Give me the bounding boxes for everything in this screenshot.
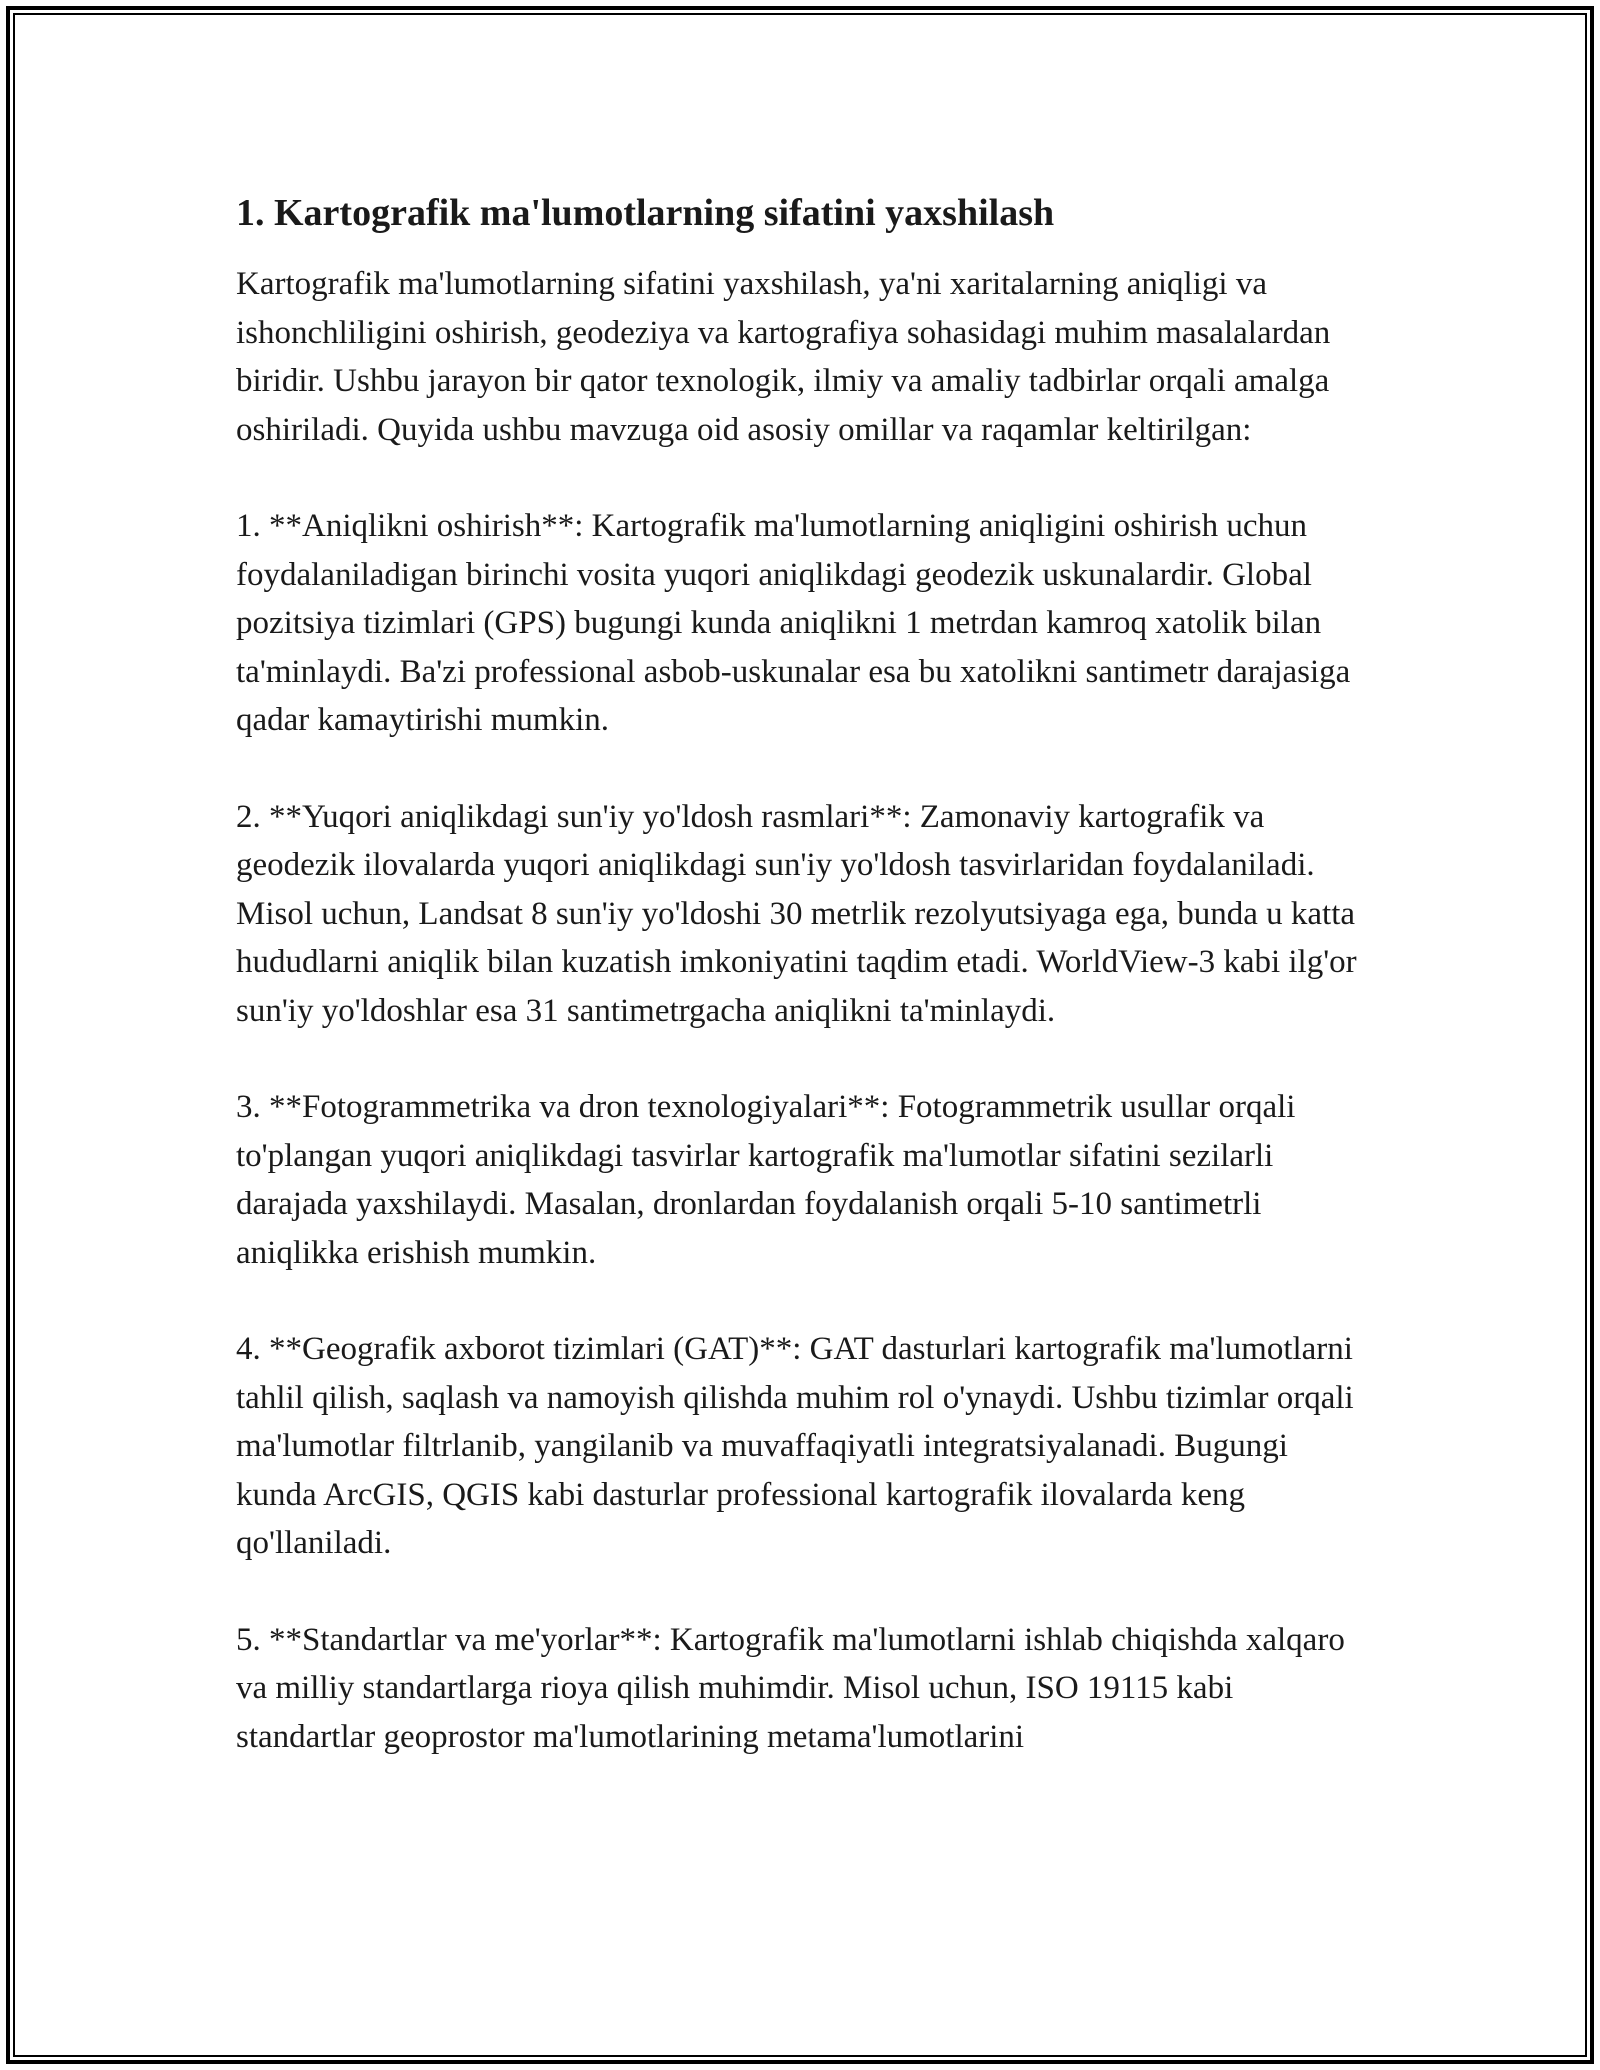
document-title: 1. Kartografik ma'lumotlarning sifatini yaxshilash [236, 192, 1055, 234]
list-item-standards: 5. **Standartlar va me'yorlar**: Kartografik ma'lumotlarni ishlab chiqishda xalqaro va milliy standartlarga rioya qilish muhimdir. Misol uchun, ISO 19115 kabi standartlar geoprostor ma'lumotlarining metama'lumotlarini [236, 1621, 1345, 1755]
document-body [236, 188, 1366, 1809]
list-item-satellite-imagery: 2. **Yuqori aniqlikdagi sun'iy yo'ldosh rasmlari**: Zamonaviy kartografik va geodezik ilovalarda yuqori aniqlikdagi sun'iy yo'ldosh tasvirlaridan foydalaniladi. Misol uchun, Landsat 8 sun'iy yo'ldoshi 30 metrlik rezolyutsiyaga ega, bunda u katta hududlarni aniqlik bilan kuzatish imkoniyatini taqdim etadi. WorldView-3 kabi ilg'or sun'iy yo'ldoshlar esa 31 santimetrgacha aniqlikni ta'minlaydi. [236, 798, 1357, 1029]
list-item-gis: 4. **Geografik axborot tizimlari (GAT)**: GAT dasturlari kartografik ma'lumotlarni tahlil qilish, saqlash va namoyish qilishda muhim rol o'ynaydi. Ushbu tizimlar orqali ma'lumotlar filtrlanib, yangilanib va muvaffaqiyatli integratsiyalanadi. Bugungi kunda ArcGIS, QGIS kabi dasturlar professional kartografik ilovalarda keng qo'llaniladi. [236, 1331, 1354, 1561]
list-item-photogrammetry: 3. **Fotogrammetrika va dron texnologiyalari**: Fotogrammetrik usullar orqali to'plangan yuqori aniqlikdagi tasvirlar kartografik ma'lumotlar sifatini sezilarli darajada yaxshilaydi. Masalan, dronlardan foydalanish orqali 5-10 santimetrli aniqlikka erishish mumkin. [236, 1089, 1296, 1271]
list-item-accuracy: 1. **Aniqlikni oshirish**: Kartografik ma'lumotlarning aniqligini oshirish uchun foydalaniladigan birinchi vosita yuqori aniqlikdagi geodezik uskunalardir. Global pozitsiya tizimlari (GPS) bugungi kunda aniqlikni 1 metrdan kamroq xatolik bilan ta'minlaydi. Ba'zi professional asbob-uskunalar esa bu xatolikni santimetr darajasiga qadar kamaytirishi mumkin. [236, 508, 1351, 738]
intro-paragraph: Kartografik ma'lumotlarning sifatini yaxshilash, ya'ni xaritalarning aniqligi va ishonchliligini oshirish, geodeziya va kartografiya sohasidagi muhim masalalardan biridir. Ushbu jarayon bir qator texnologik, ilmiy va amaliy tadbirlar orqali amalga oshiriladi. Quyida ushbu mavzuga oid asosiy omillar va raqamlar keltirilgan: [236, 266, 1331, 448]
